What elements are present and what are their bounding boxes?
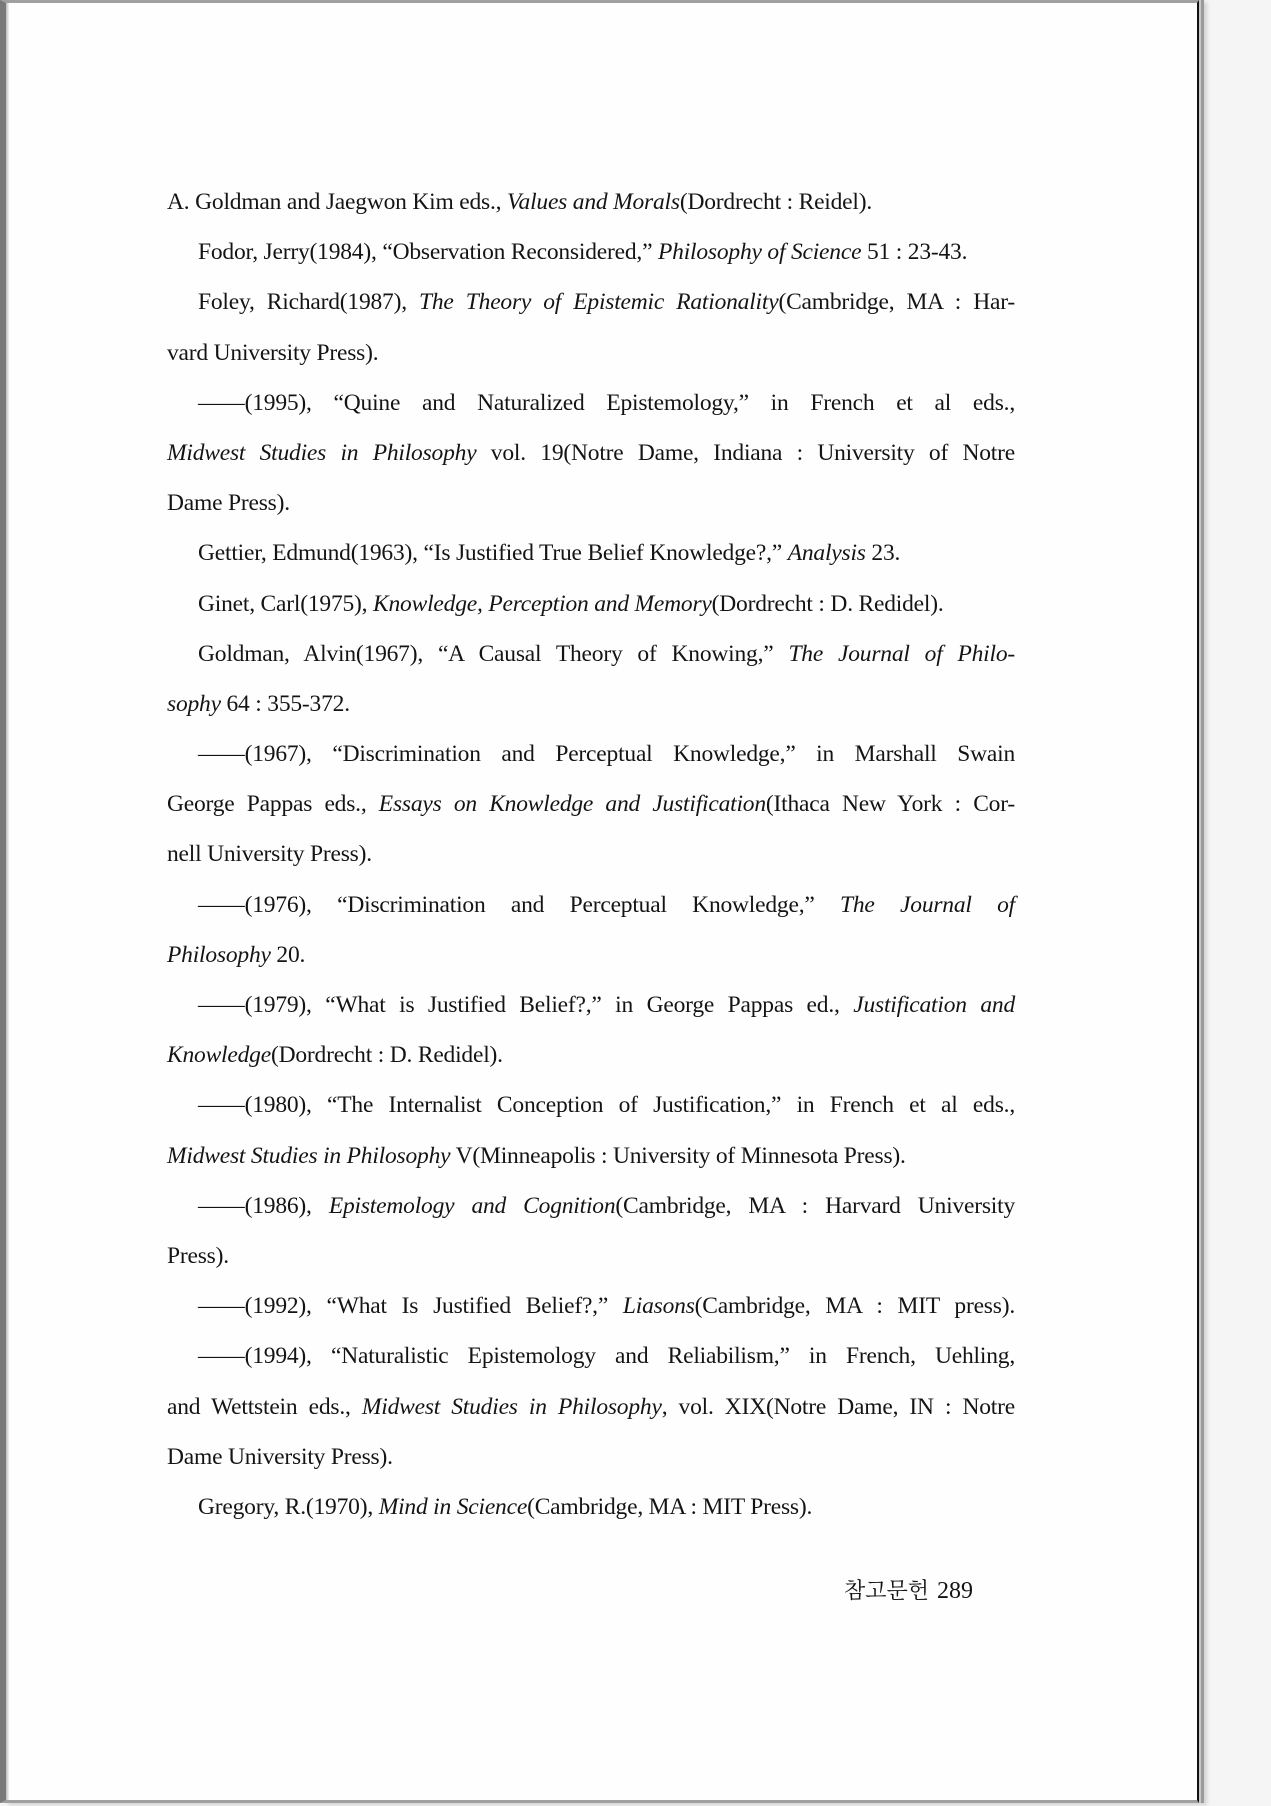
bibliography-line xyxy=(167,829,1015,879)
italic-title: Knowledge, Perception and Memory xyxy=(373,590,712,617)
italic-title: Liasons xyxy=(622,1293,695,1320)
bibliography-line xyxy=(167,328,1015,378)
citation-text: A. Goldman and Jaegwon Kim eds., xyxy=(167,189,507,215)
citation-text: George Pappas eds., xyxy=(167,791,379,818)
italic-title: Midwest Studies in Philosophy xyxy=(167,1142,451,1169)
citation-text: ——(1979), “What is Justified Belief?,” in George Pappas ed., xyxy=(198,992,854,1018)
citation-text: ——(1980), “The Internalist Conception of Justification,” in French et al eds., xyxy=(198,1092,1015,1119)
bibliography-line xyxy=(167,1080,1015,1130)
citation-text: (Cambridge, MA : MIT press). xyxy=(694,1293,1015,1320)
bibliography-line xyxy=(167,1432,1015,1482)
bibliography-line xyxy=(167,579,1015,629)
page-footer xyxy=(844,1574,973,1605)
bibliography-line xyxy=(167,227,1015,277)
bibliography-line xyxy=(167,1131,1015,1181)
bibliography-line xyxy=(167,1181,1015,1231)
italic-title: Philosophy xyxy=(167,941,271,968)
bibliography-line xyxy=(167,1482,1015,1532)
citation-text: ——(1986), xyxy=(198,1192,329,1219)
page-number: 289 xyxy=(937,1578,974,1604)
italic-title: Analysis xyxy=(787,540,866,567)
citation-text: , vol. XIX(Notre Dame, IN : Notre xyxy=(661,1393,1015,1420)
citation-text: ——(1994), “Naturalistic Epistemology and Reliabilism,” in French, Uehling, xyxy=(198,1343,1015,1370)
citation-text: (Cambridge, MA : MIT Press). xyxy=(527,1493,813,1520)
citation-text: ——(1967), “Discrimination and Perceptual Knowledge,” in Marshall Swain xyxy=(198,741,1015,768)
italic-title: Midwest Studies in Philosophy xyxy=(361,1393,662,1420)
citation-text: Press). xyxy=(167,1242,229,1269)
italic-title: Midwest Studies in Philosophy xyxy=(167,439,477,466)
bibliography-line xyxy=(167,177,1015,227)
bibliography-line xyxy=(167,1331,1015,1381)
citation-text: and Wettstein eds., xyxy=(167,1393,362,1420)
bibliography-line xyxy=(167,880,1015,930)
citation-text: Goldman, Alvin(1967), “A Causal Theory of Knowing,” xyxy=(198,640,789,667)
citation-text: (Ithaca New York : Cor- xyxy=(765,791,1015,818)
italic-title: Justification and xyxy=(853,992,1015,1018)
italic-title: Philosophy of Science xyxy=(657,239,862,266)
bibliography-line xyxy=(167,729,1015,779)
citation-text: Dame Press). xyxy=(167,490,290,517)
citation-text: 51 : 23-43. xyxy=(861,239,968,266)
italic-title: sophy xyxy=(167,690,221,717)
citation-text: Foley, Richard(1987), xyxy=(198,289,420,316)
italic-title: Knowledge xyxy=(167,1042,271,1069)
citation-text: Gettier, Edmund(1963), “Is Justified True Belief Knowledge?,” xyxy=(198,540,788,567)
citation-text: ——(1992), “What Is Justified Belief?,” xyxy=(198,1293,623,1320)
citation-text: 23. xyxy=(865,540,901,567)
citation-text: (Dordrecht : D. Redidel). xyxy=(270,1042,503,1069)
citation-text: Fodor, Jerry(1984), “Observation Reconsidered,” xyxy=(198,239,658,266)
citation-text: (Dordrecht : D. Redidel). xyxy=(711,590,944,617)
bibliography-line xyxy=(167,277,1015,327)
citation-text: vol. 19(Notre Dame, Indiana : University of Notre xyxy=(476,439,1015,466)
bibliography-line xyxy=(167,1030,1015,1080)
bibliography-line xyxy=(167,930,1015,980)
citation-text: ——(1976), “Discrimination and Perceptual Knowledge,” xyxy=(198,891,840,918)
citation-text: Dame University Press). xyxy=(167,1443,393,1470)
citation-text: ——(1995), “Quine and Naturalized Epistemology,” in French et al eds., xyxy=(198,389,1015,416)
italic-title: Mind in Science xyxy=(378,1493,528,1520)
bibliography-line xyxy=(167,478,1015,528)
italic-title: The Theory of Epistemic Rationality xyxy=(419,289,779,316)
bibliography-line xyxy=(167,1281,1015,1331)
bibliography-line xyxy=(167,629,1015,679)
bibliography-line xyxy=(167,779,1015,829)
section-label: 참고문헌 xyxy=(844,1579,930,1604)
citation-text: Gregory, R.(1970), xyxy=(198,1493,379,1520)
bibliography-line xyxy=(167,378,1015,428)
italic-title: The Journal of xyxy=(840,891,1015,918)
citation-text: nell University Press). xyxy=(167,841,372,868)
bibliography-line xyxy=(167,1231,1015,1281)
citation-text: (Cambridge, MA : Har- xyxy=(778,289,1015,316)
bibliography-line xyxy=(167,980,1015,1030)
bibliography-line xyxy=(167,528,1015,578)
citation-text: V(Minneapolis : University of Minnesota Press). xyxy=(450,1142,906,1169)
bibliography-body xyxy=(167,177,1015,1532)
bibliography-line xyxy=(167,1382,1015,1432)
italic-title: The Journal of Philo- xyxy=(788,640,1015,667)
italic-title: Epistemology and Cognition xyxy=(328,1192,616,1219)
citation-text: 20. xyxy=(270,941,306,968)
italic-title: Essays on Knowledge and Justification xyxy=(378,791,766,818)
citation-text: (Dordrecht : Reidel). xyxy=(679,189,873,215)
citation-text: Ginet, Carl(1975), xyxy=(198,590,374,617)
italic-title: Values and Morals xyxy=(506,189,680,215)
bibliography-line xyxy=(167,428,1015,478)
citation-text: vard University Press). xyxy=(167,339,379,366)
citation-text: (Cambridge, MA : Harvard University xyxy=(615,1192,1015,1219)
bibliography-line xyxy=(167,679,1015,729)
citation-text: 64 : 355-372. xyxy=(220,690,350,717)
